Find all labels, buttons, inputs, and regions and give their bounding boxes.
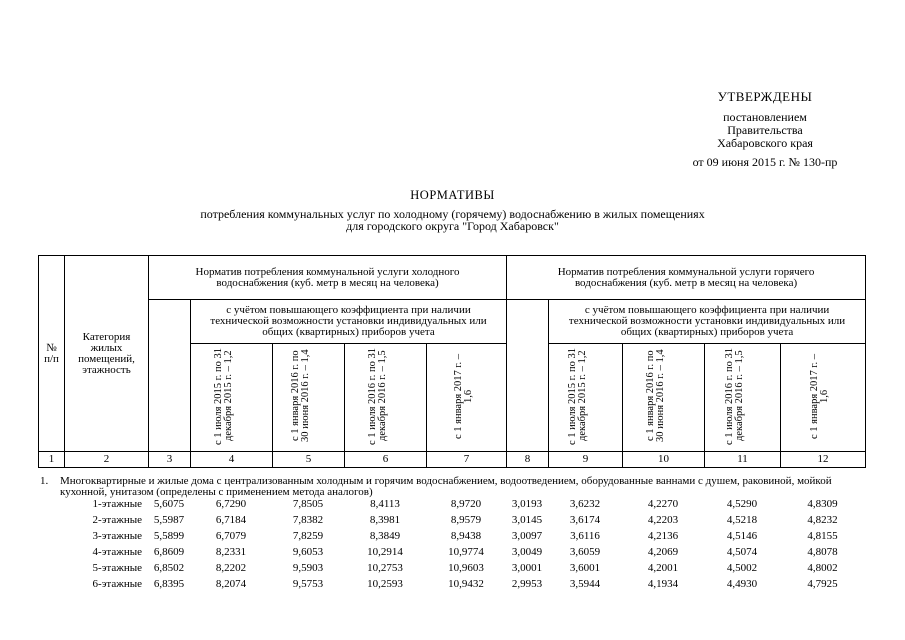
table-row [38,576,865,592]
document-title: НОРМАТИВЫ [410,188,495,202]
category-header: Категория жилых помещений, этажность [65,256,149,452]
table-cell: 6,7184 [215,514,247,526]
row-category: 1-этажные [92,498,142,510]
column-number: 9 [549,452,623,468]
table-cell: 9,5903 [292,562,324,574]
section-number: 1. [40,475,49,487]
period-header [705,344,781,452]
subtitle-line: потребления коммунальных услуг по холодному (горячему) водоснабжению в жилых помещениях [200,207,705,221]
period-label: с 1 июля 2016 г. по 31 декабря 2016 г. – 1,5 [723,347,745,445]
table-cell: 10,2753 [367,562,403,574]
table-cell: 3,6174 [569,514,601,526]
period-label: с 1 января 2017 г. – 1,6 [452,353,474,439]
table-cell: 4,2203 [647,514,679,526]
period-header [345,344,427,452]
hot-base-column-header [507,300,549,452]
column-number: 1 [39,452,65,468]
table-cell: 9,5753 [292,578,324,590]
table-cell: 2,9953 [511,578,543,590]
table-cell: 4,1934 [647,578,679,590]
table-cell: 10,2914 [367,546,403,558]
column-number: 11 [705,452,781,468]
table-cell: 8,9438 [450,530,482,542]
period-label: с 1 января 2016 г. по 30 июня 2016 г. – 1,4 [289,349,311,443]
column-number: 2 [65,452,149,468]
norms-table-header [38,255,866,468]
row-category: 2-этажные [92,514,142,526]
table-cell: 3,6001 [569,562,601,574]
table-cell: 4,5290 [726,498,758,510]
subtitle-line: для городского округа "Город Хабаровск" [346,219,559,233]
approval-line: постановлением [723,110,807,124]
cold-base-column-header [149,300,191,452]
column-number: 3 [149,452,191,468]
table-cell: 6,7290 [215,498,247,510]
table-cell: 3,0049 [511,546,543,558]
table-cell: 3,6116 [570,530,600,542]
table-cell: 4,8309 [807,498,838,510]
table-cell: 7,8382 [292,514,324,526]
table-cell: 3,6232 [569,498,601,510]
approval-heading: УТВЕРЖДЕНЫ [717,89,813,104]
table-cell: 3,6059 [569,546,601,558]
table-cell: 5,5899 [153,530,185,542]
table-cell: 4,2069 [647,546,679,558]
norms-table-body [38,496,865,592]
table-cell: 4,8155 [807,530,838,542]
table-cell: 4,5146 [726,530,758,542]
table-row [38,512,865,528]
column-number: 6 [345,452,427,468]
column-number: 8 [507,452,549,468]
table-cell: 4,7925 [807,578,838,590]
table-cell: 8,3849 [369,530,401,542]
table-cell: 4,8232 [807,514,838,526]
table-cell: 4,5074 [726,546,758,558]
table-row [38,496,865,512]
table-cell: 8,3981 [369,514,401,526]
table-cell: 4,8002 [807,562,838,574]
table-cell: 8,9720 [450,498,482,510]
approval-block [640,90,890,169]
period-header [191,344,273,452]
period-header [549,344,623,452]
row-category: 6-этажные [92,578,142,590]
table-cell: 8,2331 [215,546,247,558]
column-number: 7 [427,452,507,468]
approval-line: Правительства [727,123,803,137]
period-header [273,344,345,452]
table-cell: 8,9579 [450,514,482,526]
table-cell: 4,5218 [726,514,758,526]
table-cell: 4,4930 [726,578,758,590]
table-cell: 4,2136 [647,530,679,542]
table-cell: 3,5944 [569,578,601,590]
table-cell: 3,0001 [511,562,543,574]
table-row [38,544,865,560]
period-label: с 1 июля 2015 г. по 31 декабря 2015 г. – 1,2 [566,347,588,445]
row-category: 3-этажные [92,530,142,542]
table-cell: 4,2001 [647,562,679,574]
data-rows [38,496,865,592]
table-cell: 4,2270 [647,498,679,510]
table-cell: 4,5002 [726,562,758,574]
column-number: 4 [191,452,273,468]
table-cell: 8,2074 [215,578,247,590]
table-cell: 10,9603 [448,562,484,574]
table-cell: 8,2202 [215,562,247,574]
table-cell: 6,8502 [153,562,185,574]
period-label: с 1 января 2016 г. по 30 июня 2016 г. – 1,4 [644,349,666,443]
hot-water-header: Норматив потребления коммунальной услуги горячего водоснабжения (куб. метр в месяц на человека) [507,256,866,300]
column-number: 12 [781,452,866,468]
period-header [623,344,705,452]
document-subtitle [0,208,905,232]
period-label: с 1 июля 2015 г. по 31 декабря 2015 г. – 1,2 [212,347,234,445]
table-cell: 3,0193 [511,498,543,510]
table-cell: 3,0097 [511,530,543,542]
table-cell: 3,0145 [511,514,543,526]
column-number: 5 [273,452,345,468]
table-cell: 7,8259 [292,530,324,542]
table-cell: 10,9432 [448,578,484,590]
table-cell: 7,8505 [292,498,324,510]
cold-water-header: Норматив потребления коммунальной услуги холодного водоснабжения (куб. метр в месяц на человека) [149,256,507,300]
section-heading [40,476,862,498]
approval-date: от 09 июня 2015 г. № 130-пр [692,155,838,169]
table-cell: 9,6053 [292,546,324,558]
section-text: Многоквартирные и жилые дома с централизованным холодным и горячим водоснабжением, водоотведением, оборудованные ваннами с душем, раковиной, мойкой кухонной, унитазом (определены с применением метода аналогов) [60,475,832,498]
cold-coefficient-header: с учётом повышающего коэффициента при наличии технической возможности установки индивидуальных или общих (квартирных) приборов учета [191,300,507,344]
row-category: 5-этажные [92,562,142,574]
row-category: 4-этажные [92,546,142,558]
table-row [38,528,865,544]
period-header [781,344,866,452]
approval-line: Хабаровского края [717,136,813,150]
table-cell: 5,5987 [153,514,185,526]
table-row [38,560,865,576]
table-cell: 6,8609 [153,546,185,558]
table-cell: 10,9774 [448,546,484,558]
period-label: с 1 июля 2016 г. по 31 декабря 2016 г. – 1,5 [366,347,388,445]
table-cell: 6,8395 [153,578,185,590]
table-cell: 4,8078 [807,546,838,558]
period-label: с 1 января 2017 г. – 1,6 [809,353,831,439]
table-cell: 8,4113 [370,498,400,510]
period-header [427,344,507,452]
num-header: № п/п [39,256,65,452]
hot-coefficient-header: с учётом повышающего коэффициента при наличии технической возможности установки индивидуальных или общих (квартирных) приборов учета [549,300,866,344]
table-cell: 5,6075 [153,498,185,510]
column-number: 10 [623,452,705,468]
table-cell: 10,2593 [367,578,403,590]
table-cell: 6,7079 [215,530,247,542]
